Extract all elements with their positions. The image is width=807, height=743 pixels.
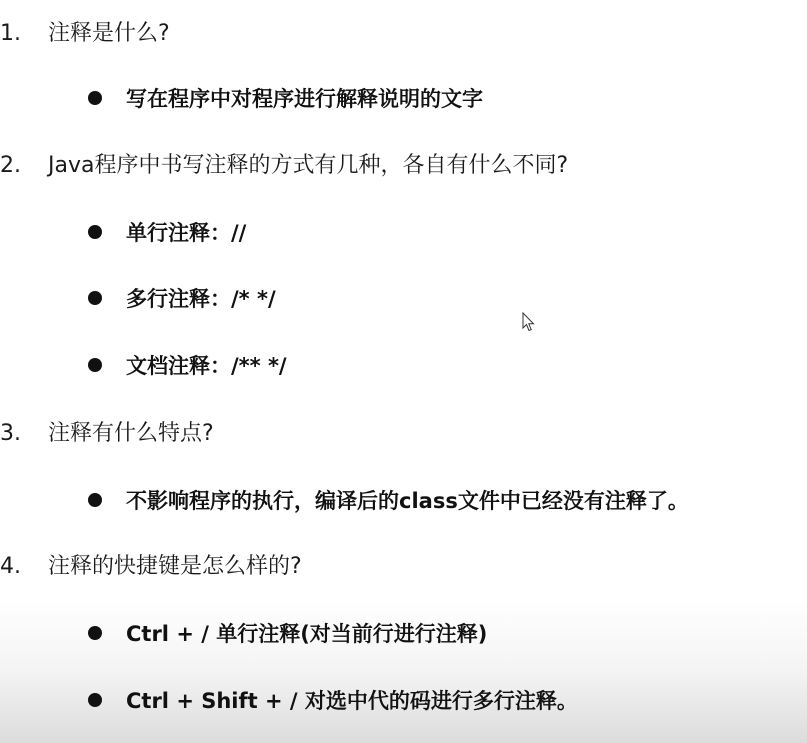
question-3	[0, 419, 214, 449]
question-text: 注释是什么?	[48, 21, 170, 46]
question-number: 2.	[0, 153, 21, 178]
bullet-dot-icon	[88, 291, 102, 305]
bullet-dot-icon	[88, 626, 102, 640]
bullet-text: 单行注释：//	[126, 221, 247, 245]
question-1	[0, 19, 170, 49]
bullet-text: Ctrl + / 单行注释(对当前行进行注释)	[126, 622, 488, 646]
question-text: Java程序中书写注释的方式有几种，各自有什么不同?	[48, 153, 569, 178]
question-number: 4.	[0, 554, 21, 579]
bullet-dot-icon	[88, 493, 102, 507]
bullet-item	[88, 284, 276, 314]
bullet-dot-icon	[88, 693, 102, 707]
bullet-text: 多行注释：/* */	[126, 287, 276, 311]
question-2	[0, 151, 568, 181]
bullet-dot-icon	[88, 225, 102, 239]
bullet-text: 不影响程序的执行，编译后的class文件中已经没有注释了。	[126, 489, 689, 513]
question-text: 注释的快捷键是怎么样的?	[48, 554, 302, 579]
bullet-dot-icon	[88, 358, 102, 372]
question-number: 3.	[0, 421, 21, 446]
bullet-text: Ctrl + Shift + / 对选中代的码进行多行注释。	[126, 689, 578, 713]
bullet-dot-icon	[88, 91, 102, 105]
bullet-item	[88, 686, 578, 716]
question-4	[0, 552, 302, 582]
bullet-text: 写在程序中对程序进行解释说明的文字	[126, 87, 483, 111]
bullet-item	[88, 619, 487, 649]
question-text: 注释有什么特点?	[48, 421, 214, 446]
bullet-item	[88, 218, 246, 248]
bullet-item	[88, 84, 483, 114]
mouse-pointer-icon	[522, 312, 536, 332]
bullet-item	[88, 486, 689, 516]
question-number: 1.	[0, 21, 21, 46]
bullet-item	[88, 351, 287, 381]
bullet-text: 文档注释：/** */	[126, 354, 287, 378]
